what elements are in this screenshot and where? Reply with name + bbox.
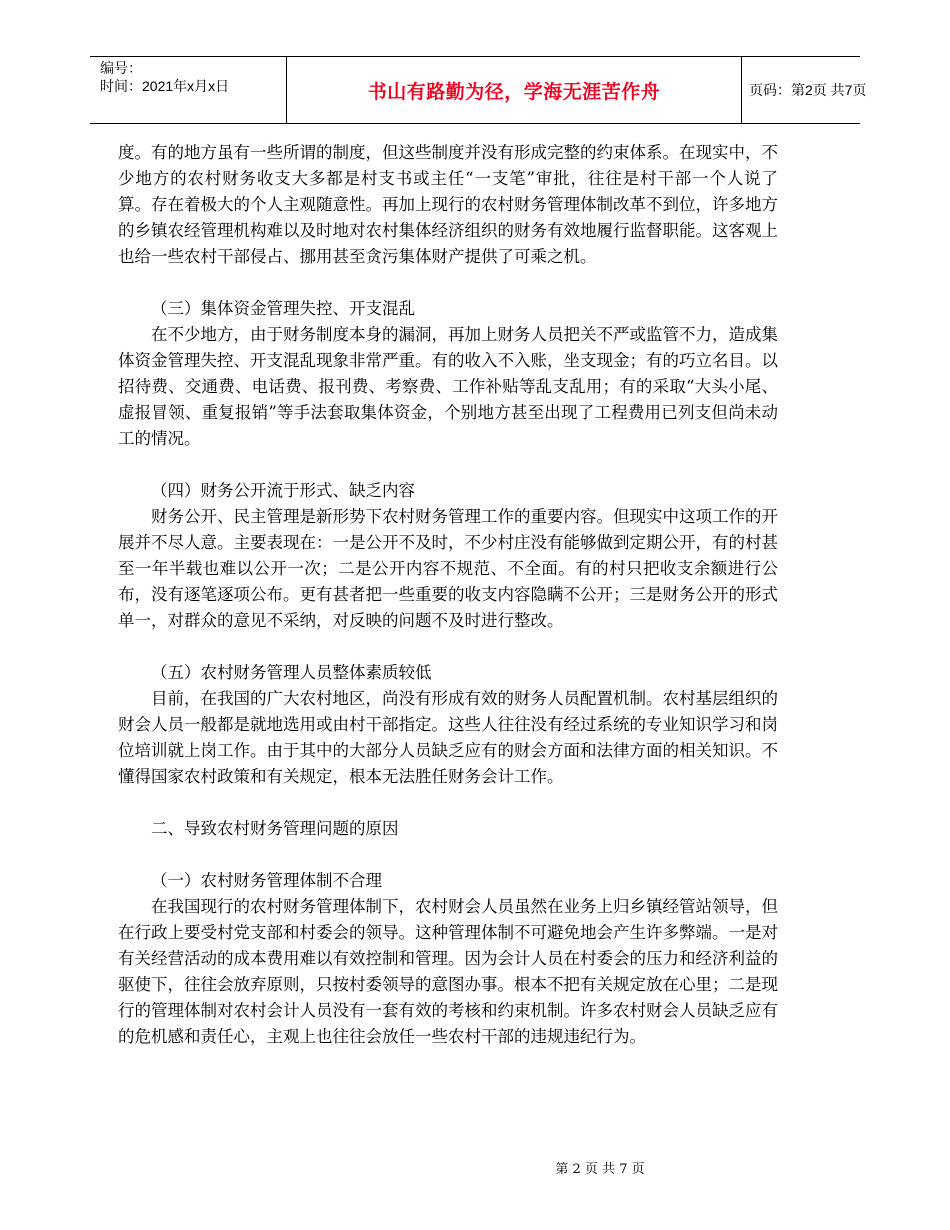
header-meta-cell (90, 57, 286, 123)
section-heading-4: （四）财务公开流于形式、缺乏内容 (151, 481, 415, 500)
footer-page-number: 第 2 页 共 7 页 (555, 1162, 645, 1177)
paragraph-financial-disclosure: 财务公开、民主管理是新形势下农村财务管理工作的重要内容。但现实中这项工作的开展并不尽人意。主要表现在：一是公开不及时，不少村庄没有能够做到定期公开，有的村甚至一年半载也难以公开一次；二是公开内容不规范、不全面。有的村只把收支余额进行公布，没有逐笔逐项公布。更有甚者把一些重要的收支内容隐瞒不公开；三是财务公开的形式单一，对群众的意见不采纳，对反映的问题不及时进行整改。 (118, 507, 778, 630)
header-page-info: 页码：第2页 共7页 (749, 82, 867, 98)
paragraph-continuation: 度。有的地方虽有一些所谓的制度，但这些制度并没有形成完整的约束体系。在现实中，不少地方的农村财务收支大多都是村支书或主任“一支笔”审批，往往是村干部一个人说了算。存在着极大的个人主观随意性。再加上现行的农村财务管理体制改革不到位，许多地方的乡镇农经管理机构难以及时地对农村集体经济组织的财务有效地履行监督职能。这客观上也给一些农村干部侵占、挪用甚至贪污集体财产提供了可乘之机。 (118, 143, 778, 266)
page-footer (0, 1158, 950, 1177)
page-header (90, 56, 867, 124)
paragraph-personnel-quality: 目前，在我国的广大农村地区，尚没有形成有效的财务人员配置机制。农村基层组织的财会人员一般都是就地选用或由村干部指定。这些人往往没有经过系统的专业知识学习和岗位培训就上岗工作。由于其中的大部分人员缺乏应有的财会方面和法律方面的相关知识。不懂得国家农村政策和有关规定，根本无法胜任财务会计工作。 (118, 689, 778, 786)
document-number-label: 编号： (100, 60, 142, 76)
header-motto: 书山有路勤为径，学海无涯苦作舟 (367, 80, 661, 103)
document-time-label: 时间：2021年x月x日 (100, 78, 230, 94)
header-page-cell (741, 57, 867, 123)
paragraph-funds-management: 在不少地方，由于财务制度本身的漏洞，再加上财务人员把关不严或监管不力，造成集体资金管理失控、开支混乱现象非常严重。有的收入不入账，坐支现金；有的巧立名目。以招待费、交通费、电话费、报刊费、考察费、工作补贴等乱支乱用；有的采取“大头小尾、虚报冒领、重复报销”等手法套取集体资金，个别地方甚至出现了工程费用已列支但尚未动工的情况。 (118, 325, 778, 448)
section-heading-2-1: （一）农村财务管理体制不合理 (151, 871, 382, 890)
section-heading-3: （三）集体资金管理失控、开支混乱 (151, 299, 415, 318)
section-heading-5: （五）农村财务管理人员整体素质较低 (151, 663, 432, 682)
chapter-heading-2: 二、导致农村财务管理问题的原因 (151, 819, 399, 838)
header-motto-cell (286, 57, 742, 123)
document-body (118, 140, 778, 1050)
paragraph-management-system: 在我国现行的农村财务管理体制下，农村财会人员虽然在业务上归乡镇经管站领导，但在行政上要受村党支部和村委会的领导。这种管理体制不可避免地会产生许多弊端。一是对有关经营活动的成本费用难以有效控制和管理。因为会计人员在村委会的压力和经济利益的驱使下，往往会放弃原则，只按村委领导的意图办事。根本不把有关规定放在心里；二是现行的管理体制对农村会计人员没有一套有效的考核和约束机制。许多农村财会人员缺乏应有的危机感和责任心，主观上也往往会放任一些农村干部的违规违纪行为。 (118, 897, 778, 1046)
